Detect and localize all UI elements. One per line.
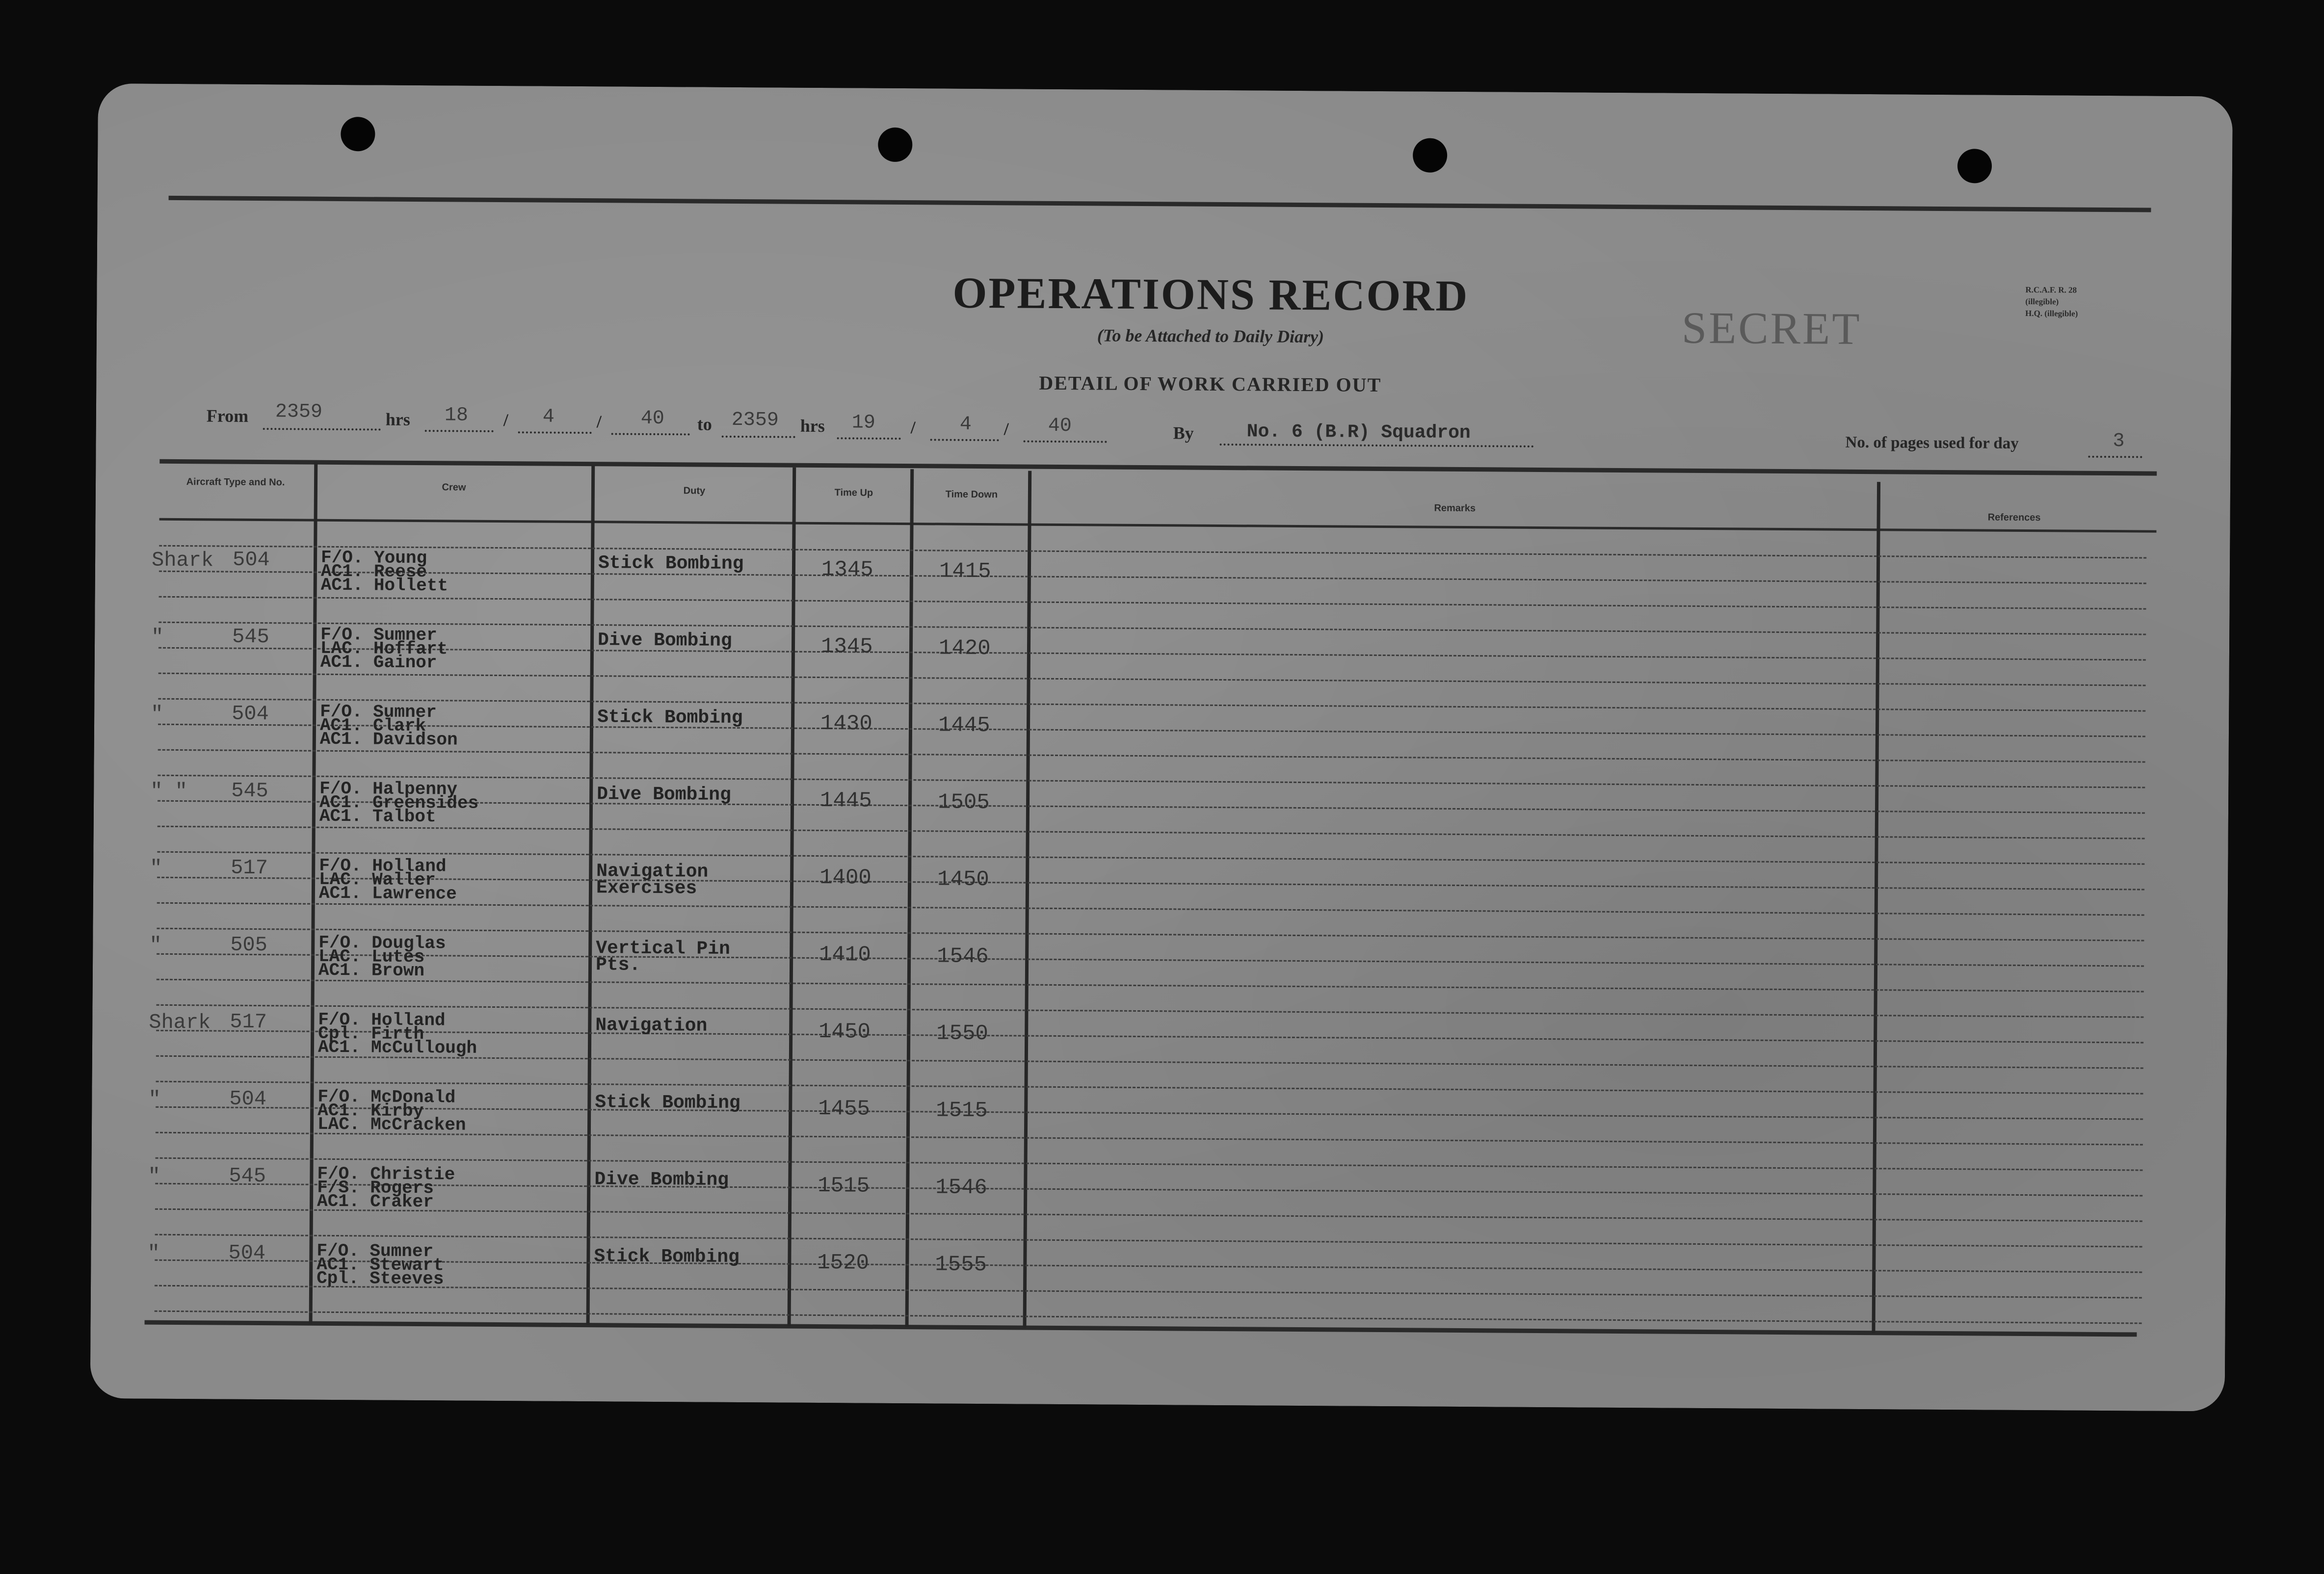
- time-down: 1505: [937, 790, 990, 815]
- to-label: to: [697, 414, 712, 434]
- time-up: 1345: [821, 557, 873, 582]
- col-divider-timedown: [1023, 471, 1032, 1328]
- crew-list: F/O. Christie F/S. Rogers AC1. Craker: [317, 1163, 455, 1212]
- ruled-line: [158, 749, 2145, 763]
- by-label: By: [1173, 423, 1194, 443]
- duty-text: Stick Bombing: [598, 552, 744, 575]
- duty-text: Navigation Exercises: [596, 861, 709, 899]
- col-header-time-up: Time Up: [834, 487, 873, 498]
- ruled-line: [157, 953, 2144, 967]
- time-up: 1515: [818, 1173, 870, 1199]
- time-up: 1400: [819, 866, 872, 891]
- ruled-line: [158, 622, 2146, 635]
- table-top-rule: [159, 459, 2157, 476]
- ruled-lines: [98, 83, 2233, 97]
- duty-text: Stick Bombing: [595, 1092, 740, 1114]
- crew-list: F/O. Douglas LAC. Lutes AC1. Brown: [318, 932, 446, 981]
- table-bottom-rule: [145, 1320, 2137, 1337]
- aircraft-number: 504: [229, 1087, 267, 1111]
- duty-text: Dive Bombing: [597, 630, 732, 652]
- time-down: 1546: [935, 1175, 988, 1201]
- duty-text: Dive Bombing: [594, 1169, 729, 1191]
- aircraft-type: Shark: [151, 548, 214, 573]
- time-up: 1445: [819, 788, 872, 813]
- ruled-line: [159, 545, 2146, 559]
- duty-text: Navigation: [595, 1015, 708, 1037]
- aircraft-type: ": [151, 625, 164, 649]
- to-year: 40: [1048, 415, 1072, 438]
- aircraft-type: ": [147, 1241, 160, 1265]
- from-month-dots: [518, 431, 592, 434]
- from-month: 4: [542, 406, 555, 428]
- col-header-aircraft: Aircraft Type and No.: [186, 476, 285, 488]
- aircraft-type: ": [148, 1164, 160, 1188]
- time-up: 1450: [819, 1020, 871, 1045]
- aircraft-number: 505: [230, 933, 268, 957]
- form-reference-line: H.Q. (illegible): [2025, 308, 2078, 318]
- from-label: From: [206, 406, 249, 426]
- duty-text: Stick Bombing: [597, 707, 743, 729]
- time-up: 1520: [817, 1250, 870, 1276]
- ruled-line: [159, 571, 2146, 584]
- slash: /: [503, 410, 508, 430]
- col-divider-crew: [586, 465, 595, 1325]
- form-reference: [2025, 284, 2153, 320]
- crew-list: F/O. Halpenny AC1. Greensides AC1. Talbot: [319, 778, 479, 827]
- ruled-line: [157, 979, 2144, 993]
- aircraft-type: " ": [150, 779, 187, 804]
- unit-name: No. 6 (B.R) Squadron: [1246, 421, 1471, 444]
- top-rule: [169, 196, 2151, 212]
- crew-list: F/O. Sumner AC1. Clark AC1. Davidson: [319, 701, 458, 750]
- ruled-line: [155, 1259, 2142, 1273]
- to-day: 19: [851, 412, 875, 434]
- punch-hole-4: [1957, 149, 1992, 183]
- aircraft-type: ": [148, 1087, 161, 1111]
- aircraft-number: 517: [231, 856, 268, 880]
- aircraft-number: 504: [232, 548, 270, 572]
- time-down: 1555: [935, 1252, 987, 1278]
- from-year-dots: [611, 433, 690, 435]
- punch-hole-2: [878, 128, 912, 162]
- form-title: OPERATIONS RECORD: [952, 268, 1469, 321]
- time-up: 1345: [820, 634, 873, 659]
- crew-list: F/O. Holland Cpl. Firth AC1. McCullough: [317, 1009, 477, 1058]
- slash: /: [910, 418, 916, 438]
- time-down: 1415: [939, 559, 991, 584]
- form-reference-line: R.C.A.F. R. 28: [2025, 285, 2077, 295]
- col-header-crew: Crew: [442, 482, 466, 493]
- slash: /: [596, 412, 602, 432]
- ruled-line: [155, 1234, 2142, 1248]
- aircraft-number: 504: [232, 702, 269, 726]
- punch-hole-1: [341, 117, 375, 151]
- time-up: 1410: [819, 943, 871, 968]
- duty-text: Stick Bombing: [594, 1246, 739, 1268]
- time-down: 1546: [937, 944, 989, 970]
- to-month-dots: [930, 439, 999, 441]
- time-down: 1445: [938, 713, 990, 738]
- col-divider-remarks: [1872, 482, 1881, 1333]
- detail-heading: DETAIL OF WORK CARRIED OUT: [1039, 371, 1382, 396]
- pages-label: No. of pages used for day: [1845, 433, 2019, 452]
- from-time: 2359: [275, 401, 323, 423]
- aircraft-number: 504: [228, 1241, 266, 1265]
- duty-text: Dive Bombing: [597, 784, 731, 806]
- to-year-dots: [1024, 441, 1107, 443]
- duty-text: Vertical Pin Pts.: [595, 938, 731, 976]
- time-up: 1455: [818, 1097, 871, 1122]
- from-year: 40: [640, 407, 664, 430]
- aircraft-number: 545: [231, 779, 268, 803]
- to-time-dots: [722, 436, 795, 438]
- ruled-line: [158, 647, 2146, 661]
- aircraft-type: ": [151, 702, 163, 726]
- aircraft-number: 545: [232, 625, 269, 649]
- ruled-line: [158, 826, 2145, 839]
- to-month: 4: [959, 413, 972, 436]
- col-header-remarks: Remarks: [1434, 502, 1476, 514]
- ruled-line: [155, 1208, 2142, 1222]
- header-bottom-rule: [159, 518, 2157, 533]
- classification-stamp: SECRET: [1681, 302, 1862, 354]
- from-day: 18: [444, 404, 469, 427]
- crew-list: F/O. Holland LAC. Waller AC1. Lawrence: [318, 855, 457, 904]
- aircraft-number: 545: [229, 1164, 266, 1188]
- ruled-line: [159, 596, 2146, 610]
- aircraft-number: 517: [230, 1010, 267, 1034]
- col-header-duty: Duty: [683, 485, 706, 497]
- time-down: 1450: [937, 867, 989, 892]
- to-day-dots: [837, 437, 901, 440]
- form-reference-line: (illegible): [2025, 296, 2059, 307]
- aircraft-type: ": [149, 933, 162, 957]
- pages-value: 3: [2113, 430, 2125, 453]
- col-header-time-down: Time Down: [945, 489, 998, 500]
- crew-list: F/O. Sumner AC1. Stewart Cpl. Steeves: [317, 1240, 444, 1289]
- ruled-line: [157, 902, 2144, 916]
- from-day-dots: [425, 430, 494, 432]
- slash: /: [1004, 419, 1009, 439]
- time-up: 1430: [820, 711, 872, 736]
- hrs-label: hrs: [385, 409, 410, 429]
- col-divider-aircraft: [309, 463, 318, 1324]
- form-subtitle: (To be Attached to Daily Diary): [1097, 325, 1324, 347]
- time-down: 1420: [938, 636, 991, 661]
- col-header-references: References: [1987, 512, 2041, 524]
- to-hrs-label: hrs: [800, 416, 825, 436]
- ruled-line: [157, 928, 2144, 942]
- ruled-line: [158, 673, 2146, 686]
- time-down: 1550: [936, 1021, 988, 1047]
- punch-hole-3: [1413, 138, 1447, 172]
- operations-record-card: [90, 83, 2233, 1412]
- aircraft-type: Shark: [149, 1010, 211, 1035]
- crew-list: F/O. Young AC1. Reese AC1. Hollett: [320, 547, 449, 596]
- crew-list: F/O. Sumner LAC. Hoffart AC1. Gainor: [320, 624, 448, 673]
- col-divider-duty: [788, 468, 796, 1326]
- to-time: 2359: [731, 409, 779, 432]
- aircraft-type: ": [150, 856, 162, 880]
- crew-list: F/O. McDonald AC1. Kirby LAC. McCracken: [317, 1086, 466, 1135]
- unit-dots: [1220, 444, 1534, 447]
- from-time-dots: [263, 428, 381, 430]
- ruled-line: [155, 1285, 2142, 1299]
- col-divider-timeup: [905, 469, 914, 1327]
- pages-dots: [2088, 456, 2142, 458]
- time-down: 1515: [936, 1098, 988, 1124]
